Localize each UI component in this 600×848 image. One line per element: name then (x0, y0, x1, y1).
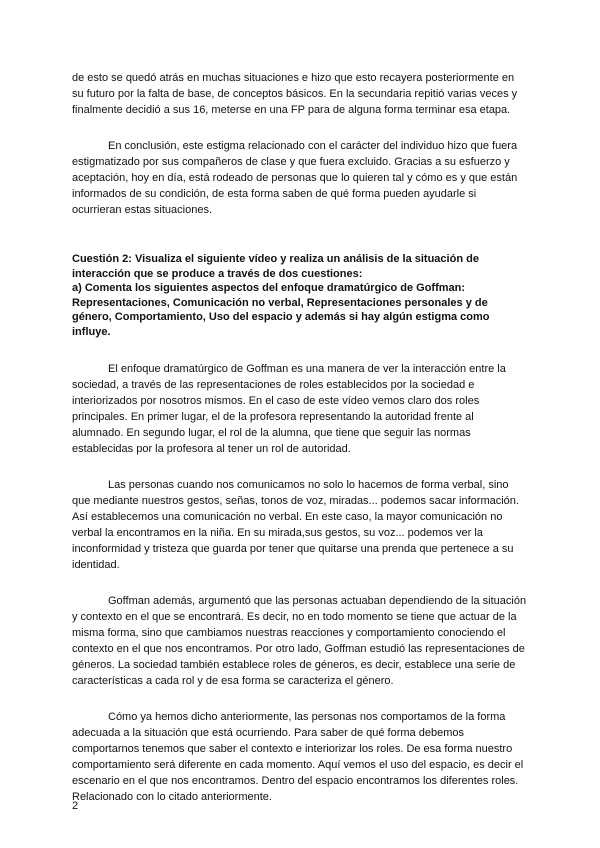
paragraph-nonverbal-communication: Las personas cuando nos comunicamos no solo lo hacemos de forma verbal, sino que mediante nuestros gestos, señas, tonos de voz, miradas... podemos sacar información. Así establecemos una comunicación no verbal. En este caso, la mayor comunicación no verbal la encontramos en la niña. En su mirada,sus gestos, su voz... podemos ver la inconformidad y tristeza que guarda por tener que quitarse una prenda que pertenece a su identidad. (72, 479, 519, 571)
paragraph-continuation: de esto se quedó atrás en muchas situaciones e hizo que esto recayera posteriormente en su futuro por la falta de base, de conceptos básicos. En la secundaria repitió varias veces y finalmente decidió a sus 16, meterse en una FP para de alguna forma terminar esa etapa. (72, 72, 518, 116)
question-heading (72, 252, 528, 339)
question-subitem-a: a) Comenta los siguientes aspectos del enfoque dramatúrgico de Goffman: Representaciones, Comunicación no verbal, Representaciones personales y de género, Comportamiento, Uso del espacio y además si hay algún estigma como influye. (72, 282, 490, 338)
paragraph-behavior-space: Cómo ya hemos dicho anteriormente, las personas nos comportamos de la forma adecuada a la situación que está ocurriendo. Para saber de qué forma debemos comportarnos tenemos que saber el contexto e interiorizar los roles. De esa forma nuestro comportamiento será diferente en cada momento. Aquí vemos el uso del espacio, es decir el escenario en el que nos encontramos. Dentro del espacio encontramos los diferentes roles. Relacionado con lo citado anteriormente. (72, 711, 524, 803)
question-title: Cuestión 2: Visualiza el siguiente vídeo y realiza un análisis de la situación de interacción que se produce a través de dos cuestiones: (72, 253, 479, 280)
paragraph-conclusion: En conclusión, este estigma relacionado con el carácter del individuo hizo que fuera estigmatizado por sus compañeros de clase y que fuera excluido. Gracias a su esfuerzo y aceptación, hoy en día, está rodeado de personas que lo quieren tal y cómo es y que están informados de su condición, de esta forma saben de qué forma pueden ayudarle si ocurrieran estas situaciones. (72, 140, 518, 216)
paragraph-dramaturgic-approach: El enfoque dramatúrgico de Goffman es una manera de ver la interacción entre la sociedad, a través de las representaciones de roles establecidos por la sociedad e interiorizados por nosotros mismos. En el caso de este vídeo vemos claro dos roles principales. En primer lugar, el de la profesora representando la autoridad frente al alumnado. En segundo lugar, el rol de la alumna, que tiene que seguir las normas establecidas por la profesora al tener un rol de autoridad. (72, 363, 506, 455)
page-number: 2 (72, 800, 79, 812)
document-page (72, 70, 528, 825)
paragraph-gender-representations: Goffman además, argumentó que las personas actuaban dependiendo de la situación y contexto en el que se encontrará. Es decir, no en todo momento se tiene que actuar de la misma forma, sino que cambiamos nuestras reacciones y comportamiento conociendo el contexto en el que nos encontramos. Por otro lado, Goffman estudió las representaciones de géneros. La sociedad también establece roles de géneros, es decir, establece una serie de características a cada rol y de esa forma se caracteriza el género. (72, 595, 527, 687)
